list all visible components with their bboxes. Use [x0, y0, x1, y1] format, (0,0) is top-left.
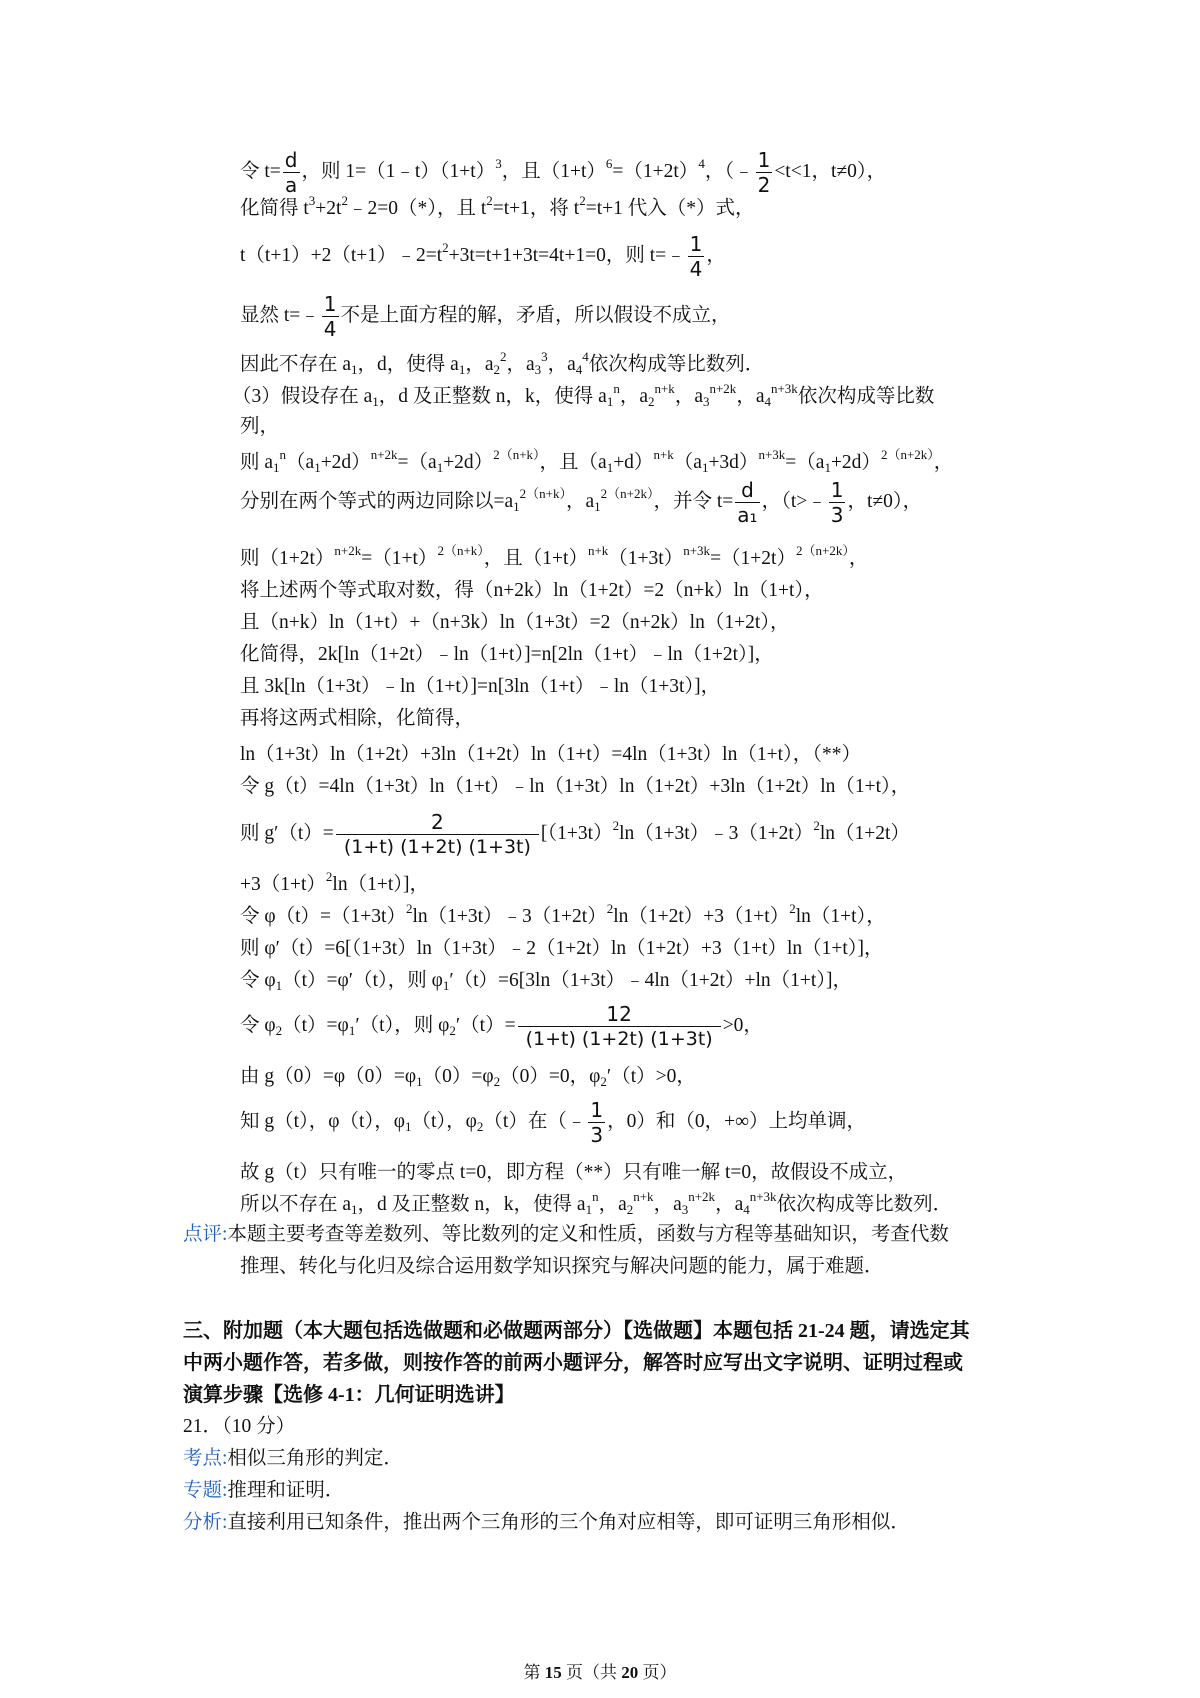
solution-line-22: 令 $\varphi_1(t)=\varphi'(t)$，则 $\varphi_1'(t)=6[3\ln(1+3t)﹣4\ln(1+2t)+\ln(1+t)]$，: [240, 970, 853, 993]
page-total: 20: [621, 1663, 639, 1682]
solution-line-18: 则 g′（t）= $\frac{2}{(1+t) (1+2t) (1+3t)}$ [$(1+3t)^2\ln(1+3t)﹣3(1+2t)^2\ln(1+2t)$: [240, 810, 910, 858]
fraction-d-over-a1: $\frac{d}{\text{a₁}}$: [737, 478, 758, 527]
fraction-one-third: $\frac{1}{3}$: [830, 478, 844, 527]
page-footer: 第 15 页（共 20 页）: [523, 1663, 677, 1682]
solution-line-14: 且 3k[ln（1+3t）﹣ln（1+t）]=n[3ln（1+t）﹣ln（1+3t）]，: [240, 676, 721, 697]
solution-line-16: ln（1+3t）ln（1+2t）+3ln（1+2t）ln（1+t）=4ln（1+3t）ln（1+t），（**）: [240, 744, 861, 765]
solution-line-20: 令 $\varphi(t)=(1+3t)^2\ln(1+3t)﹣3(1+2t)^2\ln(1+2t)+3(1+t)^2\ln(1+t)$，: [240, 901, 886, 927]
comment-line-2: 推理、转化与化归及综合运用数学知识探究与解决问题的能力，属于难题．: [240, 1256, 884, 1277]
fenxi-line: 分析:直接利用已知条件，推出两个三角形的三个角对应相等，即可证明三角形相似．: [183, 1512, 910, 1533]
solution-line-7: 列，: [240, 416, 280, 437]
solution-line-5: 因此不存在 $a_1$，d，使得 $a_1$，$a_2^2$，$a_3^3$，$a_4^4$依次构成等比数列．: [240, 349, 765, 377]
solution-line-26: 故 g（t）只有唯一的零点 t=0，即方程（**）只有唯一解 t=0，故假设不成立，: [240, 1162, 908, 1183]
solution-line-9: 分别在两个等式的两边同除以$=a_1^{2(n+k)}$，$a_1^{2(n+2k)}$，并令 t= $\frac{d}{\text{a₁}}$ ，（t>﹣ $\frac{1}{3}$ ，t≠0），: [240, 478, 923, 527]
solution-line-10: 则$(1+2t)^{n+2k}=(1+t)^{2(n+k)}$，且$(1+t)^{n+k}(1+3t)^{n+3k}=(1+2t)^{2(n+2k)}$，: [240, 543, 869, 569]
fraction-g-prime: $\frac{2}{(1+t) (1+2t) (1+3t)}$: [336, 810, 539, 859]
solution-line-15: 再将这两式相除，化简得，: [240, 708, 475, 729]
fraction-one-half: $\frac{1}{2}$: [757, 148, 771, 197]
fraction-one-third: $\frac{1}{3}$: [590, 1098, 604, 1147]
solution-line-23: 令 $\varphi_2(t)=\varphi_1'(t)$，则 $\varphi_2'(t)=$ $\frac{12}{(1+t) (1+2t) (1+3t)}$ >0，: [240, 1002, 763, 1050]
question-21-title: 21．（10 分）: [183, 1416, 296, 1437]
solution-line-2: 化简得 $t^3+2t^2﹣2=0(*)$，且 $t^2=t+1$，将 $t^2=t+1$ 代入（*）式，: [240, 193, 755, 219]
kaodian-line: 考点:相似三角形的判定．: [183, 1448, 403, 1469]
fenxi-label: 分析:: [183, 1512, 228, 1533]
section-heading-line-1: 三、附加题（本大题包括选做题和必做题两部分）【选做题】本题包括 21-24 题，请选定其: [183, 1320, 970, 1342]
fraction-one-quarter: $\frac{1}{4}$: [689, 232, 703, 281]
fraction-d-over-a: $\frac{d}{a}$: [284, 148, 298, 197]
section-heading-line-3: 演算步骤【选修 4-1：几何证明选讲】: [183, 1384, 515, 1406]
section-heading-line-2: 中两小题作答，若多做，则按作答的前两小题评分，解答时应写出文字说明、证明过程或: [183, 1352, 963, 1374]
solution-line-12: 且（n+k）ln（1+t）+（n+3k）ln（1+3t）=2（n+2k）ln（1+2t），: [240, 612, 790, 633]
comment-label: 点评:: [183, 1224, 228, 1245]
kaodian-label: 考点:: [183, 1448, 228, 1469]
solution-line-1: 令 t= $\frac{d}{a}$ ，则 $1=(1﹣t)(1+t)^3$，且$(1+t)^6=(1+2t)^4$，（﹣ $\frac{1}{2}$ <t<1，t≠0），: [240, 148, 887, 197]
zhuanti-label: 专题:: [183, 1480, 228, 1501]
solution-line-24: 由 $g(0)=\varphi(0)=\varphi_1(0)=\varphi_2(0)=0$，$\varphi_2'(t)>0$，: [240, 1066, 696, 1089]
solution-line-4: 显然 t=﹣ $\frac{1}{4}$ 不是上面方程的解，矛盾，所以假设不成立，: [240, 292, 731, 341]
solution-line-6: （3）假设存在 $a_1$，d 及正整数 n，k，使得 $a_1^n$，$a_2^{n+k}$，$a_3^{n+2k}$，$a_4^{n+3k}$依次构成等比数: [232, 381, 935, 409]
fraction-phi2-prime: $\frac{12}{(1+t) (1+2t) (1+3t)}$: [518, 1002, 721, 1051]
solution-line-21: 则 φ′（t）=6[（1+3t）ln（1+3t）﹣2（1+2t）ln（1+2t）+3（1+t）ln（1+t）]，: [240, 938, 884, 959]
solution-line-8: 则 $a_1^n(a_1+2d)^{n+2k}=(a_1+2d)^{2(n+k)}$，且$(a_1+d)^{n+k}(a_1+3d)^{n+3k}=(a_1+2d)^{2(n+2k)}$，: [240, 447, 954, 475]
solution-line-17: 令 g（t）=4ln（1+3t）ln（1+t）﹣ln（1+3t）ln（1+2t）+3ln（1+2t）ln（1+t），: [240, 776, 911, 797]
zhuanti-line: 专题:推理和证明．: [183, 1480, 345, 1501]
solution-line-13: 化简得，2k[ln（1+2t）﹣ln（1+t）]=n[2ln（1+t）﹣ln（1+2t）]，: [240, 644, 774, 665]
page-number: 15: [544, 1663, 562, 1682]
solution-line-27: 所以不存在 $a_1$，d 及正整数 n，k，使得 $a_1^n$，$a_2^{n+k}$，$a_3^{n+2k}$，$a_4^{n+3k}$依次构成等比数列．: [240, 1189, 953, 1217]
fraction-one-quarter: $\frac{1}{4}$: [323, 292, 337, 341]
solution-line-11: 将上述两个等式取对数，得（n+2k）ln（1+2t）=2（n+k）ln（1+t），: [240, 580, 824, 601]
solution-line-3: $t(t+1)+2(t+1)﹣2=t^2+3t=t+1+3t=4t+1=0$，则 t=﹣ $\frac{1}{4}$ ，: [240, 232, 726, 281]
solution-line-25: 知 g（t），φ（t），$\varphi_1(t)$，$\varphi_2(t)$在（﹣ $\frac{1}{3}$ ，0）和（0，+∞）上均单调，: [240, 1098, 866, 1147]
solution-line-19: $+3(1+t)^2\ln(1+t)$]，: [240, 869, 429, 895]
comment-line-1: 点评:本题主要考查等差数列、等比数列的定义和性质，函数与方程等基础知识，考查代数: [183, 1224, 949, 1245]
